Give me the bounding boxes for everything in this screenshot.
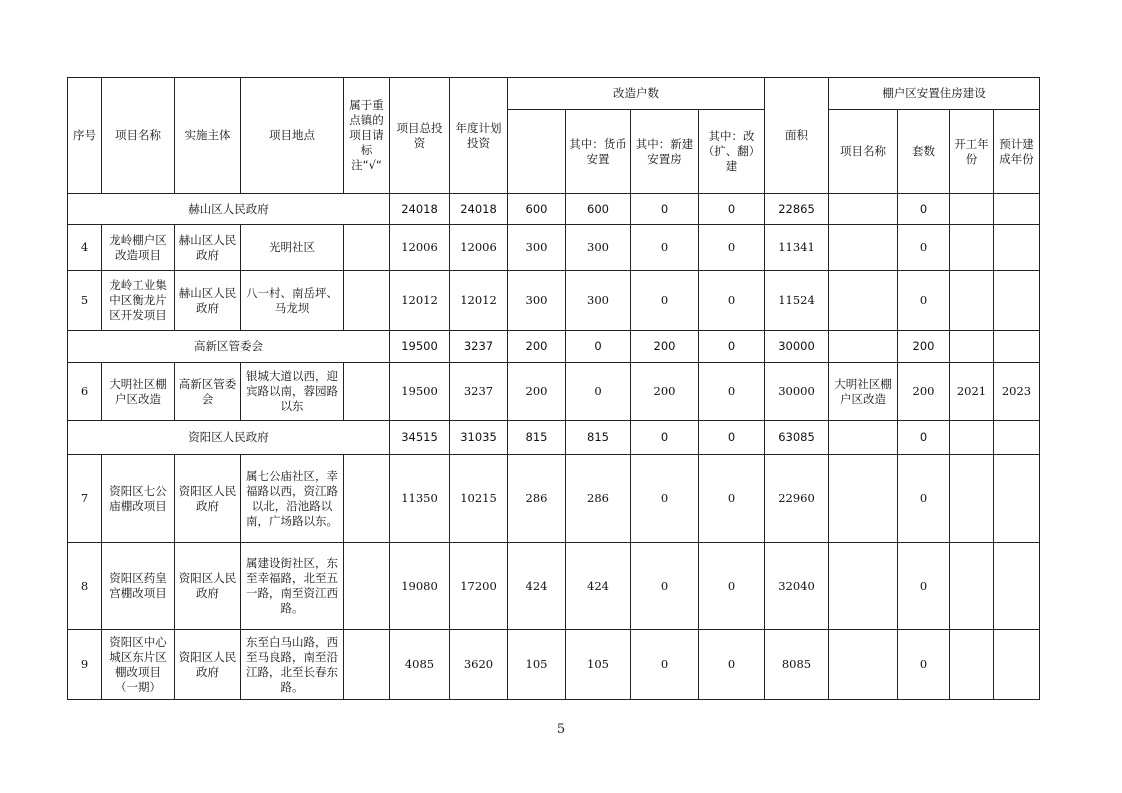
group-rebuild: 0 [699, 421, 765, 455]
row-location: 东至白马山路，西至马良路，南至沿江路，北至长春东路。 [241, 630, 344, 700]
row-total: 12006 [390, 225, 450, 271]
row-sub-name [829, 455, 898, 543]
row-new: 0 [631, 225, 699, 271]
row-cash: 286 [566, 455, 631, 543]
row-seq: 9 [68, 630, 102, 700]
group-units: 0 [898, 194, 950, 225]
header-annual-plan: 年度计划投资 [450, 78, 508, 194]
header-total-investment: 项目总投资 [390, 78, 450, 194]
row-sub-name [829, 543, 898, 630]
group-households: 600 [508, 194, 566, 225]
row-new: 0 [631, 630, 699, 700]
row-key-town [344, 543, 390, 630]
row-area: 8085 [765, 630, 829, 700]
row-rebuild: 0 [699, 543, 765, 630]
row-end [994, 543, 1040, 630]
header-renovated-households: 改造户数 [508, 78, 765, 110]
row-implementer: 高新区管委会 [175, 363, 241, 421]
row-location: 八一村、南岳坪、马龙坝 [241, 271, 344, 331]
row-annual: 3237 [450, 363, 508, 421]
row-units: 0 [898, 225, 950, 271]
row-area: 32040 [765, 543, 829, 630]
row-seq: 7 [68, 455, 102, 543]
group-end [994, 194, 1040, 225]
header-seq: 序号 [68, 78, 102, 194]
group-sub-name [829, 331, 898, 363]
row-key-town [344, 455, 390, 543]
row-seq: 6 [68, 363, 102, 421]
group-total: 24018 [390, 194, 450, 225]
row-households: 105 [508, 630, 566, 700]
row-units: 0 [898, 271, 950, 331]
row-implementer: 资阳区人民政府 [175, 630, 241, 700]
row-total: 4085 [390, 630, 450, 700]
row-households: 300 [508, 271, 566, 331]
group-cash: 0 [566, 331, 631, 363]
header-sub-project-name: 项目名称 [829, 110, 898, 194]
row-project-name: 资阳区药皇宫棚改项目 [102, 543, 175, 630]
group-area: 30000 [765, 331, 829, 363]
row-rebuild: 0 [699, 363, 765, 421]
row-start [950, 271, 994, 331]
row-rebuild: 0 [699, 630, 765, 700]
header-start-year: 开工年份 [950, 110, 994, 194]
group-annual: 24018 [450, 194, 508, 225]
row-new: 0 [631, 271, 699, 331]
group-households: 815 [508, 421, 566, 455]
row-location: 银城大道以西，迎宾路以南，蓉园路以东 [241, 363, 344, 421]
row-total: 19500 [390, 363, 450, 421]
row-key-town [344, 225, 390, 271]
row-units: 0 [898, 455, 950, 543]
row-sub-name [829, 225, 898, 271]
row-new: 0 [631, 455, 699, 543]
row-end [994, 455, 1040, 543]
row-cash: 105 [566, 630, 631, 700]
group-summary-row [68, 421, 1040, 455]
row-area: 30000 [765, 363, 829, 421]
group-new: 0 [631, 194, 699, 225]
group-sub-name [829, 194, 898, 225]
row-seq: 5 [68, 271, 102, 331]
row-total: 12012 [390, 271, 450, 331]
row-seq: 4 [68, 225, 102, 271]
group-units: 200 [898, 331, 950, 363]
row-annual: 12012 [450, 271, 508, 331]
row-implementer: 资阳区人民政府 [175, 455, 241, 543]
row-end [994, 271, 1040, 331]
group-name: 赫山区人民政府 [68, 194, 390, 225]
row-location: 光明社区 [241, 225, 344, 271]
group-new: 200 [631, 331, 699, 363]
row-area: 11524 [765, 271, 829, 331]
row-sub-name: 大明社区棚户区改造 [829, 363, 898, 421]
row-implementer: 赫山区人民政府 [175, 225, 241, 271]
table-row [68, 543, 1040, 630]
group-name: 资阳区人民政府 [68, 421, 390, 455]
group-start [950, 421, 994, 455]
header-households-blank [508, 110, 566, 194]
header-units: 套数 [898, 110, 950, 194]
row-cash: 300 [566, 225, 631, 271]
group-new: 0 [631, 421, 699, 455]
row-project-name: 龙岭棚户区改造项目 [102, 225, 175, 271]
header-rebuild: 其中：改（扩、翻）建 [699, 110, 765, 194]
row-key-town [344, 630, 390, 700]
header-expected-completion: 预计建成年份 [994, 110, 1040, 194]
group-end [994, 421, 1040, 455]
row-end [994, 630, 1040, 700]
row-households: 200 [508, 363, 566, 421]
row-area: 22960 [765, 455, 829, 543]
row-new: 0 [631, 543, 699, 630]
group-name: 高新区管委会 [68, 331, 390, 363]
table-row [68, 363, 1040, 421]
row-seq: 8 [68, 543, 102, 630]
row-project-name: 大明社区棚户区改造 [102, 363, 175, 421]
row-units: 0 [898, 630, 950, 700]
row-implementer: 赫山区人民政府 [175, 271, 241, 331]
table-row [68, 271, 1040, 331]
group-area: 22865 [765, 194, 829, 225]
row-start [950, 630, 994, 700]
group-summary-row [68, 194, 1040, 225]
group-rebuild: 0 [699, 194, 765, 225]
row-sub-name [829, 630, 898, 700]
row-rebuild: 0 [699, 455, 765, 543]
row-sub-name [829, 271, 898, 331]
row-new: 200 [631, 363, 699, 421]
header-key-town: 属于重点镇的项目请标注“√“ [344, 78, 390, 194]
row-households: 300 [508, 225, 566, 271]
row-project-name: 资阳区中心城区东片区棚改项目（一期） [102, 630, 175, 700]
group-cash: 815 [566, 421, 631, 455]
row-annual: 12006 [450, 225, 508, 271]
header-new-housing: 其中：新建安置房 [631, 110, 699, 194]
group-cash: 600 [566, 194, 631, 225]
row-project-name: 资阳区七公庙棚改项目 [102, 455, 175, 543]
group-sub-name [829, 421, 898, 455]
row-cash: 0 [566, 363, 631, 421]
row-total: 11350 [390, 455, 450, 543]
row-start: 2021 [950, 363, 994, 421]
row-project-name: 龙岭工业集中区衡龙片区开发项目 [102, 271, 175, 331]
row-location: 属七公庙社区，幸福路以西，资江路以北，沿池路以南，广场路以东。 [241, 455, 344, 543]
group-total: 34515 [390, 421, 450, 455]
group-area: 63085 [765, 421, 829, 455]
group-households: 200 [508, 331, 566, 363]
row-start [950, 455, 994, 543]
row-location: 属建设街社区，东至幸福路，北至五一路，南至资江西路。 [241, 543, 344, 630]
group-start [950, 194, 994, 225]
row-annual: 10215 [450, 455, 508, 543]
row-units: 0 [898, 543, 950, 630]
row-start [950, 225, 994, 271]
header-shanty-housing: 棚户区安置住房建设 [829, 78, 1040, 110]
row-key-town [344, 271, 390, 331]
header-implementer: 实施主体 [175, 78, 241, 194]
group-summary-row [68, 331, 1040, 363]
row-annual: 3620 [450, 630, 508, 700]
group-annual: 3237 [450, 331, 508, 363]
group-start [950, 331, 994, 363]
row-units: 200 [898, 363, 950, 421]
page-number: 5 [556, 722, 566, 737]
header-cash-settlement: 其中：货币安置 [566, 110, 631, 194]
row-households: 424 [508, 543, 566, 630]
row-area: 11341 [765, 225, 829, 271]
header-location: 项目地点 [241, 78, 344, 194]
row-households: 286 [508, 455, 566, 543]
group-total: 19500 [390, 331, 450, 363]
row-rebuild: 0 [699, 271, 765, 331]
row-cash: 424 [566, 543, 631, 630]
header-area: 面积 [765, 78, 829, 194]
group-end [994, 331, 1040, 363]
header-project-name: 项目名称 [102, 78, 175, 194]
table-row [68, 225, 1040, 271]
row-rebuild: 0 [699, 225, 765, 271]
group-units: 0 [898, 421, 950, 455]
row-total: 19080 [390, 543, 450, 630]
project-table [67, 77, 1040, 700]
group-annual: 31035 [450, 421, 508, 455]
row-implementer: 资阳区人民政府 [175, 543, 241, 630]
group-rebuild: 0 [699, 331, 765, 363]
row-key-town [344, 363, 390, 421]
row-annual: 17200 [450, 543, 508, 630]
row-end: 2023 [994, 363, 1040, 421]
row-start [950, 543, 994, 630]
table-row [68, 455, 1040, 543]
row-cash: 300 [566, 271, 631, 331]
table-row [68, 630, 1040, 700]
row-end [994, 225, 1040, 271]
